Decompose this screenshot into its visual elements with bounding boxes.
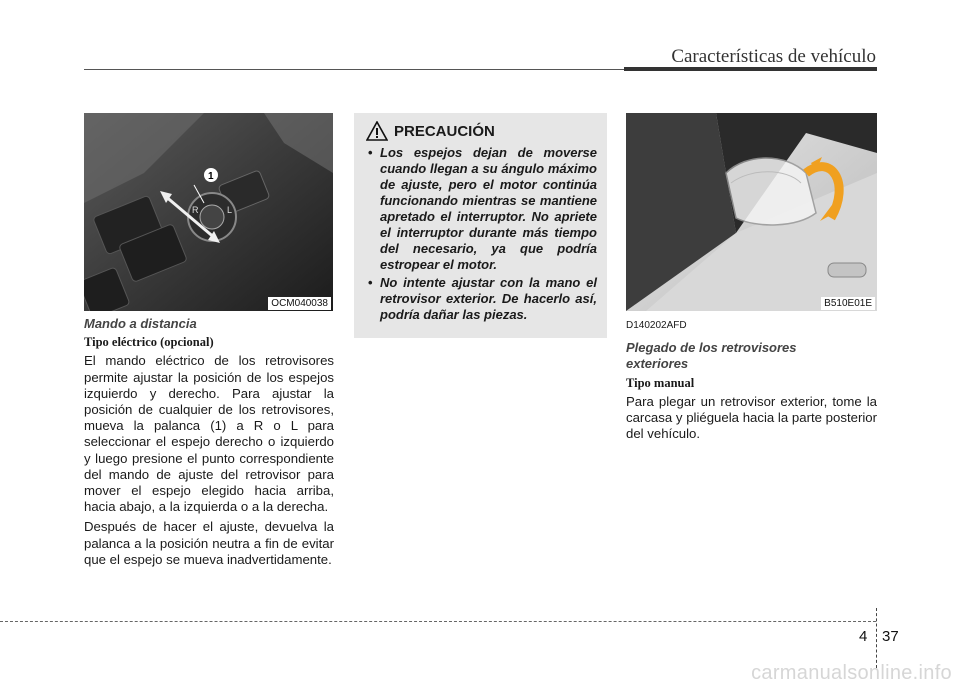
caution-list bbox=[366, 145, 597, 323]
body-paragraph: Para plegar un retrovisor exterior, tome la carcasa y pliéguela hacia la parte posterior del vehículo. bbox=[626, 393, 877, 442]
callout-number: 1 bbox=[208, 171, 214, 182]
page-divider bbox=[876, 608, 877, 668]
page-number: 37 bbox=[882, 628, 899, 645]
footer-rule bbox=[0, 621, 876, 622]
warning-triangle-icon bbox=[366, 121, 388, 141]
caution-box bbox=[354, 113, 607, 338]
caution-header bbox=[366, 121, 597, 141]
body-paragraph: El mando eléctrico de los retrovisores permite ajustar la posición de los espejos izquierdo y derecho. Para ajustar la posición de cualquier de los retrovisores, mueva la palanca (1) a R o L para seleccionar el espejo derecho o izquierdo y luego presione el punto correspondiente del mando de ajuste del retrovisor para mover el espejo elegido hacia arriba, hacia abajo, a la izquierda o a la derecha. bbox=[84, 353, 334, 515]
switch-letter-l: L bbox=[227, 205, 233, 215]
left-text-column bbox=[84, 316, 334, 572]
section-code: D140202AFD bbox=[626, 320, 687, 331]
mirror-switch-photo bbox=[84, 113, 333, 311]
chapter-number: 4 bbox=[859, 628, 868, 645]
caution-item: • No intente ajustar con la mano el retrovisor exterior. De hacerlo así, podría dañar las piezas. bbox=[366, 275, 597, 323]
caution-title: PRECAUCIÓN bbox=[394, 122, 495, 140]
section-subheading: Mando a distancia bbox=[84, 316, 197, 331]
caution-item: • Los espejos dejan de moverse cuando llegan a su ángulo máximo de ajuste, pero el motor continúa funcionando mientras se mantiene apretado el interruptor. No apriete el interruptor durante más tiempo del necesario, ya que podría estropear el motor. bbox=[366, 145, 597, 273]
folding-mirror-photo bbox=[626, 113, 877, 311]
type-label: Tipo manual bbox=[626, 375, 695, 390]
switch-letter-r: R bbox=[192, 205, 199, 215]
photo-code: OCM040038 bbox=[268, 297, 331, 310]
right-text-column bbox=[626, 318, 877, 446]
body-paragraph: Después de hacer el ajuste, devuelva la palanca a la posición neutra a fin de evitar que el espejo se mueva inadvertidamente. bbox=[84, 519, 334, 567]
page-header-title: Características de vehículo bbox=[671, 46, 876, 67]
photo-code: B510E01E bbox=[821, 297, 875, 310]
header-rule-accent bbox=[624, 67, 877, 71]
type-label: Tipo eléctrico (opcional) bbox=[84, 335, 214, 350]
section-subheading: Plegado de los retrovisores exteriores bbox=[626, 340, 797, 372]
watermark: carmanualsonline.info bbox=[751, 662, 952, 684]
header-rule bbox=[84, 69, 624, 70]
